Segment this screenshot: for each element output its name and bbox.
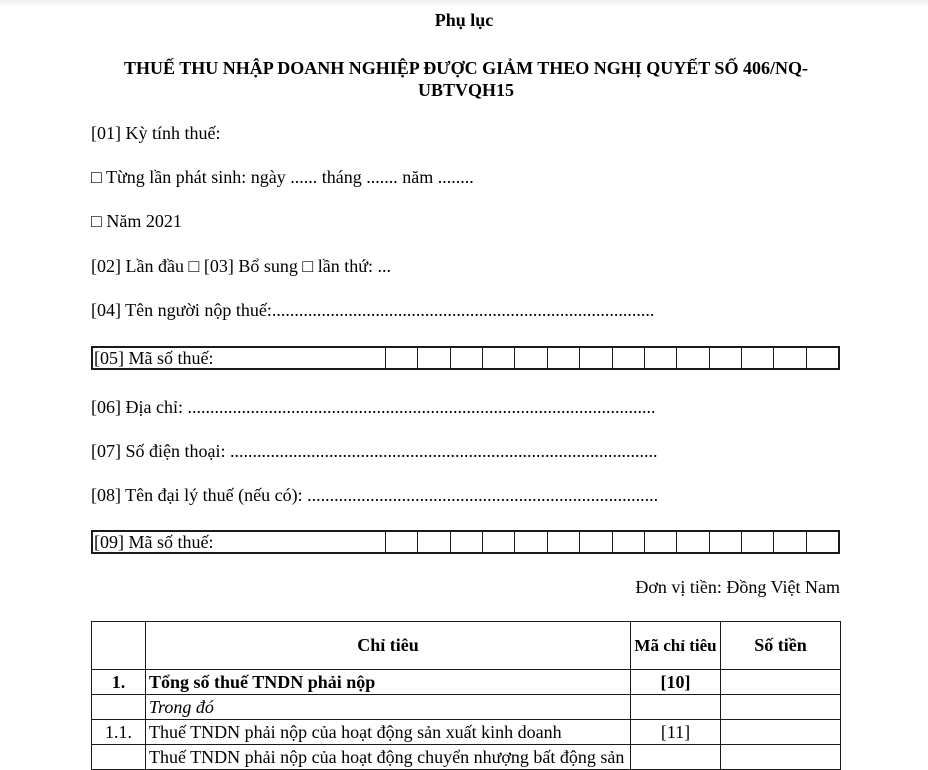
row-indicator: Tổng số thuế TNDN phải nộp xyxy=(146,670,631,695)
row-no: 1. xyxy=(92,670,146,695)
row-code: [11] xyxy=(631,720,721,745)
row-amount-input[interactable] xyxy=(721,695,841,720)
field-05-tax-id-label: [05] Mã số thuế: xyxy=(93,348,386,368)
row-indicator: Trong đó xyxy=(146,695,631,720)
row-indicator: Thuế TNDN phải nộp của hoạt động sản xuất kinh doanh xyxy=(146,720,631,745)
field-02-03-filing-type[interactable]: [02] Lần đầu □ [03] Bổ sung □ lần thứ: ... xyxy=(91,256,391,276)
agent-tax-id-digit-box[interactable] xyxy=(645,532,677,552)
table-row xyxy=(92,670,841,695)
tax-id-digit-box[interactable] xyxy=(451,348,483,368)
tax-id-digit-box[interactable] xyxy=(515,348,547,368)
tax-id-digit-box[interactable] xyxy=(580,348,612,368)
header-indicator-code: Mã chỉ tiêu xyxy=(631,622,721,670)
table-row xyxy=(92,720,841,745)
field-01-option-year[interactable]: □ Năm 2021 xyxy=(91,211,182,231)
tax-id-digit-box[interactable] xyxy=(548,348,580,368)
tax-id-digit-box[interactable] xyxy=(613,348,645,368)
row-indicator: Thuế TNDN phải nộp của hoạt động chuyển nhượng bất động sản xyxy=(146,745,631,770)
field-08-tax-agent-name[interactable]: [08] Tên đại lý thuế (nếu có): .............................................................................. xyxy=(91,485,659,505)
row-no: 1.1. xyxy=(92,720,146,745)
row-code: [10] xyxy=(631,670,721,695)
header-indicator: Chỉ tiêu xyxy=(146,622,631,670)
agent-tax-id-digit-box[interactable] xyxy=(418,532,450,552)
field-01-tax-period: [01] Kỳ tính thuế: xyxy=(91,123,221,143)
agent-tax-id-digit-box[interactable] xyxy=(742,532,774,552)
agent-tax-id-digit-box[interactable] xyxy=(548,532,580,552)
agent-tax-id-digit-box[interactable] xyxy=(483,532,515,552)
field-07-phone[interactable]: [07] Số điện thoại: ............................................................................................... xyxy=(91,441,658,461)
field-09-agent-tax-id-label: [09] Mã số thuế: xyxy=(93,532,386,552)
tax-reduction-table xyxy=(91,621,841,770)
row-code xyxy=(631,695,721,720)
field-05-tax-id-row xyxy=(91,346,840,370)
tax-id-digit-box[interactable] xyxy=(807,348,838,368)
agent-tax-id-digit-box[interactable] xyxy=(515,532,547,552)
tax-id-digit-box[interactable] xyxy=(418,348,450,368)
row-no xyxy=(92,695,146,720)
tax-id-digit-box[interactable] xyxy=(645,348,677,368)
agent-tax-id-digit-box[interactable] xyxy=(386,532,418,552)
row-amount-input[interactable] xyxy=(721,720,841,745)
agent-tax-id-digit-box[interactable] xyxy=(710,532,742,552)
agent-tax-id-digit-box[interactable] xyxy=(451,532,483,552)
agent-tax-id-digit-box[interactable] xyxy=(807,532,838,552)
agent-tax-id-digit-box[interactable] xyxy=(774,532,806,552)
tax-id-digit-box[interactable] xyxy=(742,348,774,368)
tax-id-digit-box[interactable] xyxy=(386,348,418,368)
tax-id-digit-box[interactable] xyxy=(710,348,742,368)
row-amount-input[interactable] xyxy=(721,670,841,695)
row-amount-input[interactable] xyxy=(721,745,841,770)
agent-tax-id-digit-box[interactable] xyxy=(677,532,709,552)
appendix-title: Phụ lục xyxy=(434,10,494,30)
header-amount: Số tiền xyxy=(721,622,841,670)
tax-id-digit-box[interactable] xyxy=(483,348,515,368)
tax-id-digit-box[interactable] xyxy=(774,348,806,368)
tax-id-digit-box[interactable] xyxy=(677,348,709,368)
field-09-agent-tax-id-row xyxy=(91,530,840,554)
agent-tax-id-digit-box[interactable] xyxy=(580,532,612,552)
row-code xyxy=(631,745,721,770)
field-04-taxpayer-name[interactable]: [04] Tên người nộp thuế:..................................................................................... xyxy=(91,300,655,320)
page-top-shadow xyxy=(0,0,928,6)
currency-unit-note: Đơn vị tiền: Đồng Việt Nam xyxy=(635,577,840,597)
header-no xyxy=(92,622,146,670)
field-01-option-each-time[interactable]: □ Từng lần phát sinh: ngày ...... tháng ....... năm ........ xyxy=(91,167,474,187)
document-title: THUẾ THU NHẬP DOANH NGHIỆP ĐƯỢC GIẢM THEO NGHỊ QUYẾT SỐ 406/NQ-UBTVQH15 xyxy=(124,58,808,100)
agent-tax-id-digit-box[interactable] xyxy=(613,532,645,552)
field-06-address[interactable]: [06] Địa chỉ: ........................................................................................................ xyxy=(91,397,656,417)
table-row xyxy=(92,745,841,770)
row-no xyxy=(92,745,146,770)
table-header-row xyxy=(92,622,841,670)
table-row xyxy=(92,695,841,720)
